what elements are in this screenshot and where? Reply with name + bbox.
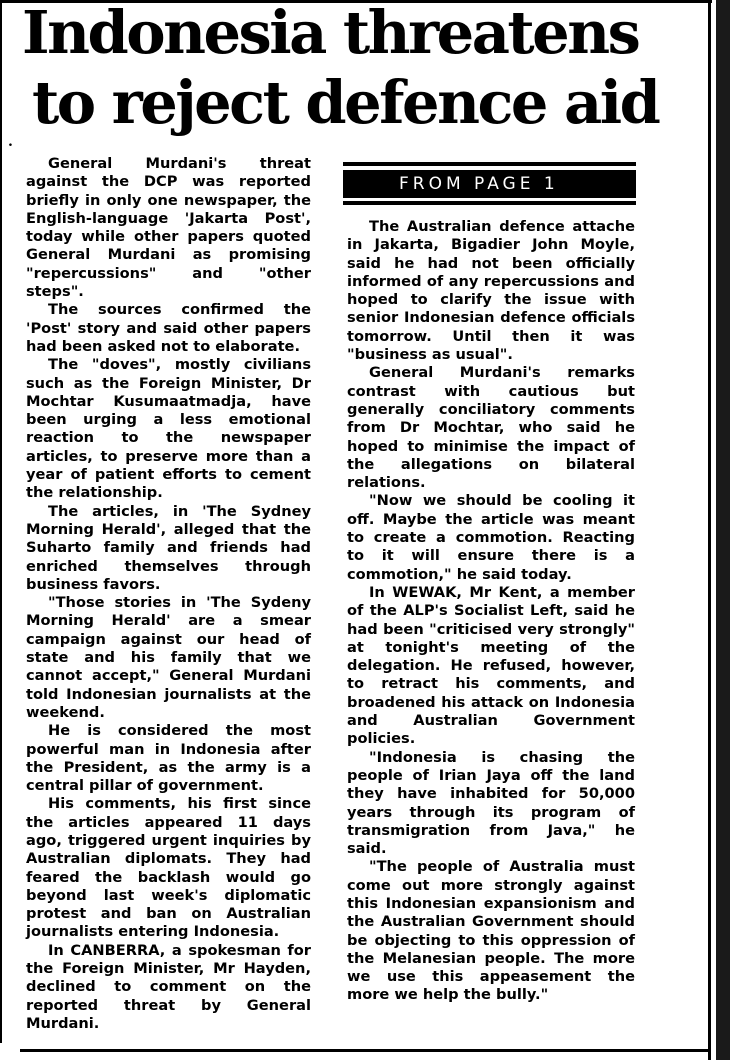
paragraph: "Indonesia is chasing the people of Irian Jaya off the land they have inhabited for 50,000 years through its program of transmigration from Java," he said. bbox=[347, 748, 635, 858]
paragraph: "The people of Australia must come out more strongly against this Indonesian expansionism and the Australian Government should be objecting to this oppression of the Melanesian people. The more we use this appeasement the more we help the bully." bbox=[347, 858, 635, 1004]
paragraph: The "doves", mostly civilians such as the Foreign Minister, Dr Mochtar Kusumaatmadja, have been urging a less emotional reaction to the newspaper articles, to preserve more than a year of patient efforts to cement the relationship. bbox=[26, 356, 311, 502]
paragraph: He is considered the most powerful man in Indonesia after the President, as the army is a central pillar of government. bbox=[26, 722, 311, 795]
banner-rule-top bbox=[343, 162, 636, 166]
margin-dot: . bbox=[8, 134, 13, 150]
frame-right-border bbox=[708, 0, 711, 1060]
article-column-right bbox=[347, 218, 635, 1005]
paragraph: "Those stories in 'The Sydeny Morning Herald' are a smear campaign against our head of state and his family that we cannot accept," General Murdani told Indonesian journalists at the weekend. bbox=[26, 594, 311, 721]
article-column-left bbox=[26, 155, 311, 1033]
frame-bottom-border bbox=[20, 1049, 710, 1052]
paragraph: In CANBERRA, a spokesman for the Foreign Minister, Mr Hayden, declined to comment on the reported threat by General Murdani. bbox=[26, 941, 311, 1032]
headline-line-2: to reject defence aid bbox=[32, 68, 659, 137]
paragraph: "Now we should be cooling it off. Maybe the article was meant to create a commotion. Reacting to it will ensure there is a commotion," he said today. bbox=[347, 492, 635, 583]
continuation-banner: FROM PAGE 1 bbox=[343, 170, 636, 198]
paragraph: In WEWAK, Mr Kent, a member of the ALP's Socialist Left, said he had been "criticised very strongly" at tonight's meeting of the delegation. He refused, however, to retract his comments, and broadened his attack on Indonesia and Australian Government policies. bbox=[347, 583, 635, 748]
headline-line-1: Indonesia threatens bbox=[22, 0, 639, 67]
paragraph: The Australian defence attache in Jakarta, Bigadier John Moyle, said he had not been officially informed of any repercussions and hoped to clarify the issue with senior Indonesian defence officials tomorrow. Until then it was "business as usual". bbox=[347, 218, 635, 364]
headline bbox=[22, 0, 682, 138]
paragraph: General Murdani's threat against the DCP was reported briefly in only one newspaper, the English-language 'Jakarta Post', today while other papers quoted General Murdani as promising "repercussions" and "other steps". bbox=[26, 155, 311, 301]
paragraph: The articles, in 'The Sydney Morning Herald', alleged that the Suharto family and friends had enriched themselves through business favors. bbox=[26, 502, 311, 593]
frame-left-border bbox=[0, 0, 2, 1043]
banner-rule-bottom bbox=[343, 201, 636, 205]
paragraph: His comments, his first since the articles appeared 11 days ago, triggered urgent inquiries by Australian diplomats. They had feared the backlash would go beyond last week's diplomatic protest and ban on Australian journalists entering Indonesia. bbox=[26, 795, 311, 941]
scan-dark-edge bbox=[716, 0, 730, 1060]
paragraph: General Murdani's remarks contrast with cautious but generally conciliatory comments from Dr Mochtar, who said he hoped to minimise the impact of the allegations on bilateral relations. bbox=[347, 364, 635, 492]
paragraph: The sources confirmed the 'Post' story and said other papers had been asked not to elaborate. bbox=[26, 301, 311, 355]
